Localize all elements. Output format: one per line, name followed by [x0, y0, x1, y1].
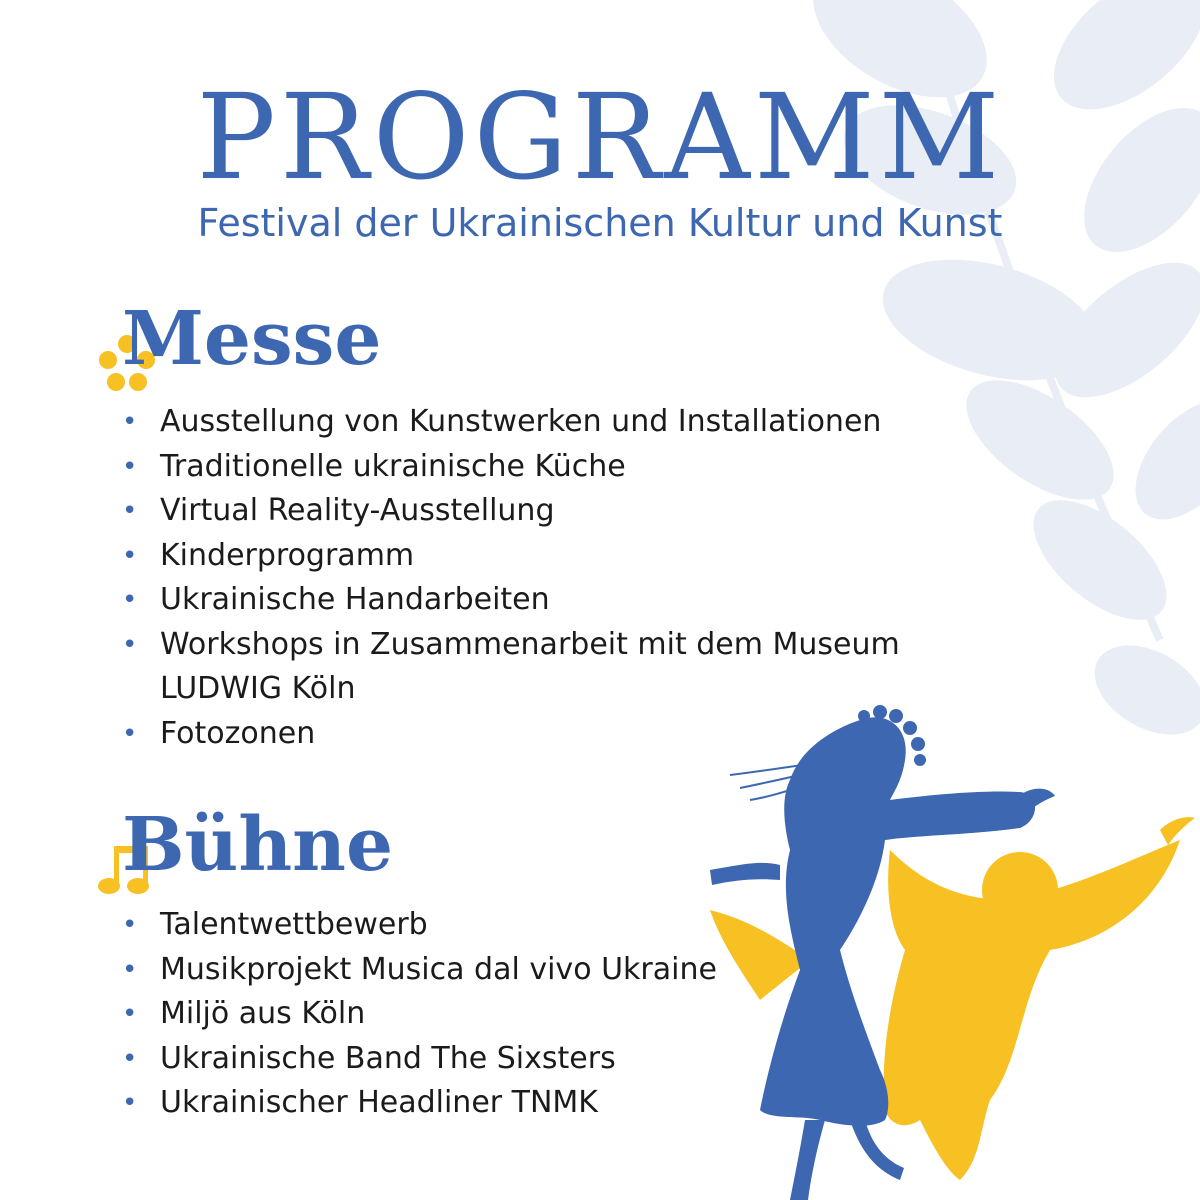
list-item: • Kinderprogramm — [122, 534, 900, 579]
list-item: • Ukrainische Band The Sixsters — [122, 1037, 717, 1082]
list-item: • Miljö aus Köln — [122, 992, 717, 1037]
page-subtitle: Festival der Ukrainischen Kultur und Kunst — [197, 201, 1003, 245]
list-item: • Traditionelle ukrainische Küche — [122, 445, 900, 490]
yellow-dancer — [710, 817, 1195, 1180]
page-title: PROGRAMM — [196, 68, 1004, 206]
list-item: • Workshops in Zusammenarbeit mit dem Museum — [122, 623, 900, 668]
section-heading-messe: Messe — [122, 296, 382, 382]
list-item: • Fotozonen — [122, 712, 900, 757]
list-item: • Virtual Reality-Ausstellung — [122, 489, 900, 534]
list-item: • Talentwettbewerb — [122, 903, 717, 948]
list-item: • Musikprojekt Musica dal vivo Ukraine — [122, 948, 717, 993]
list-item: • Ukrainische Handarbeiten — [122, 578, 900, 623]
dancers-illustration — [690, 700, 1200, 1200]
list-item: • Ausstellung von Kunstwerken und Installationen — [122, 400, 900, 445]
list-item: • Ukrainischer Headliner TNMK — [122, 1081, 717, 1126]
list-item-continuation: LUDWIG Köln — [160, 671, 356, 706]
section-heading-buehne: Bühne — [122, 802, 394, 888]
buehne-list — [122, 903, 717, 1126]
